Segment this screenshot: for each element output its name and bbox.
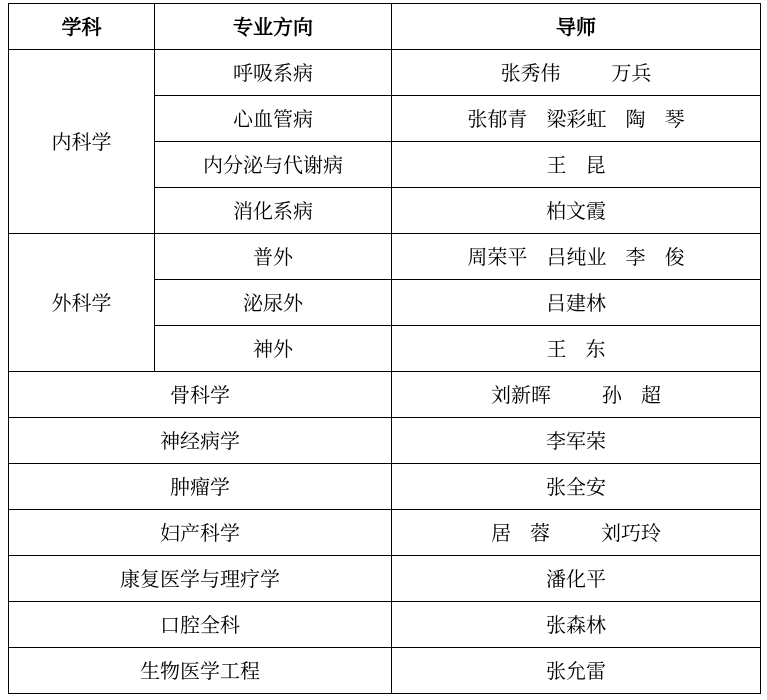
advisor-cell: 王 昆: [392, 142, 761, 188]
discipline-cell: 口腔全科: [9, 602, 392, 648]
advisor-table: [8, 3, 761, 694]
table-row: [9, 510, 761, 556]
discipline-cell: 骨科学: [9, 372, 392, 418]
specialty-cell: 神外: [155, 326, 392, 372]
advisor-cell: 张全安: [392, 464, 761, 510]
table-row: [9, 234, 761, 280]
specialty-cell: 心血管病: [155, 96, 392, 142]
table-row: [9, 372, 761, 418]
table-row: [9, 418, 761, 464]
specialty-cell: 消化系病: [155, 188, 392, 234]
specialty-cell: 内分泌与代谢病: [155, 142, 392, 188]
advisor-cell: 周荣平 吕纯业 李 俊: [392, 234, 761, 280]
advisor-cell: 张森林: [392, 602, 761, 648]
advisor-cell: 张秀伟 万兵: [392, 50, 761, 96]
advisor-cell: 王 东: [392, 326, 761, 372]
specialty-cell: 呼吸系病: [155, 50, 392, 96]
advisor-cell: 居 蓉 刘巧玲: [392, 510, 761, 556]
advisor-cell: 张允雷: [392, 648, 761, 694]
discipline-cell: 神经病学: [9, 418, 392, 464]
table-row: [9, 602, 761, 648]
discipline-cell: 妇产科学: [9, 510, 392, 556]
advisor-cell: 李军荣: [392, 418, 761, 464]
header-discipline: 学科: [9, 4, 155, 50]
discipline-cell: 康复医学与理疗学: [9, 556, 392, 602]
header-advisor: 导师: [392, 4, 761, 50]
specialty-cell: 普外: [155, 234, 392, 280]
header-row: [9, 4, 761, 50]
discipline-cell: 肿瘤学: [9, 464, 392, 510]
table-row: [9, 556, 761, 602]
discipline-cell: 生物医学工程: [9, 648, 392, 694]
discipline-cell: 内科学: [9, 50, 155, 234]
header-specialty: 专业方向: [155, 4, 392, 50]
advisor-cell: 柏文霞: [392, 188, 761, 234]
specialty-cell: 泌尿外: [155, 280, 392, 326]
advisor-cell: 张郁青 梁彩虹 陶 琴: [392, 96, 761, 142]
advisor-cell: 潘化平: [392, 556, 761, 602]
advisor-cell: 刘新晖 孙 超: [392, 372, 761, 418]
discipline-cell: 外科学: [9, 234, 155, 372]
table-row: [9, 50, 761, 96]
table-row: [9, 648, 761, 694]
table-row: [9, 464, 761, 510]
advisor-cell: 吕建林: [392, 280, 761, 326]
